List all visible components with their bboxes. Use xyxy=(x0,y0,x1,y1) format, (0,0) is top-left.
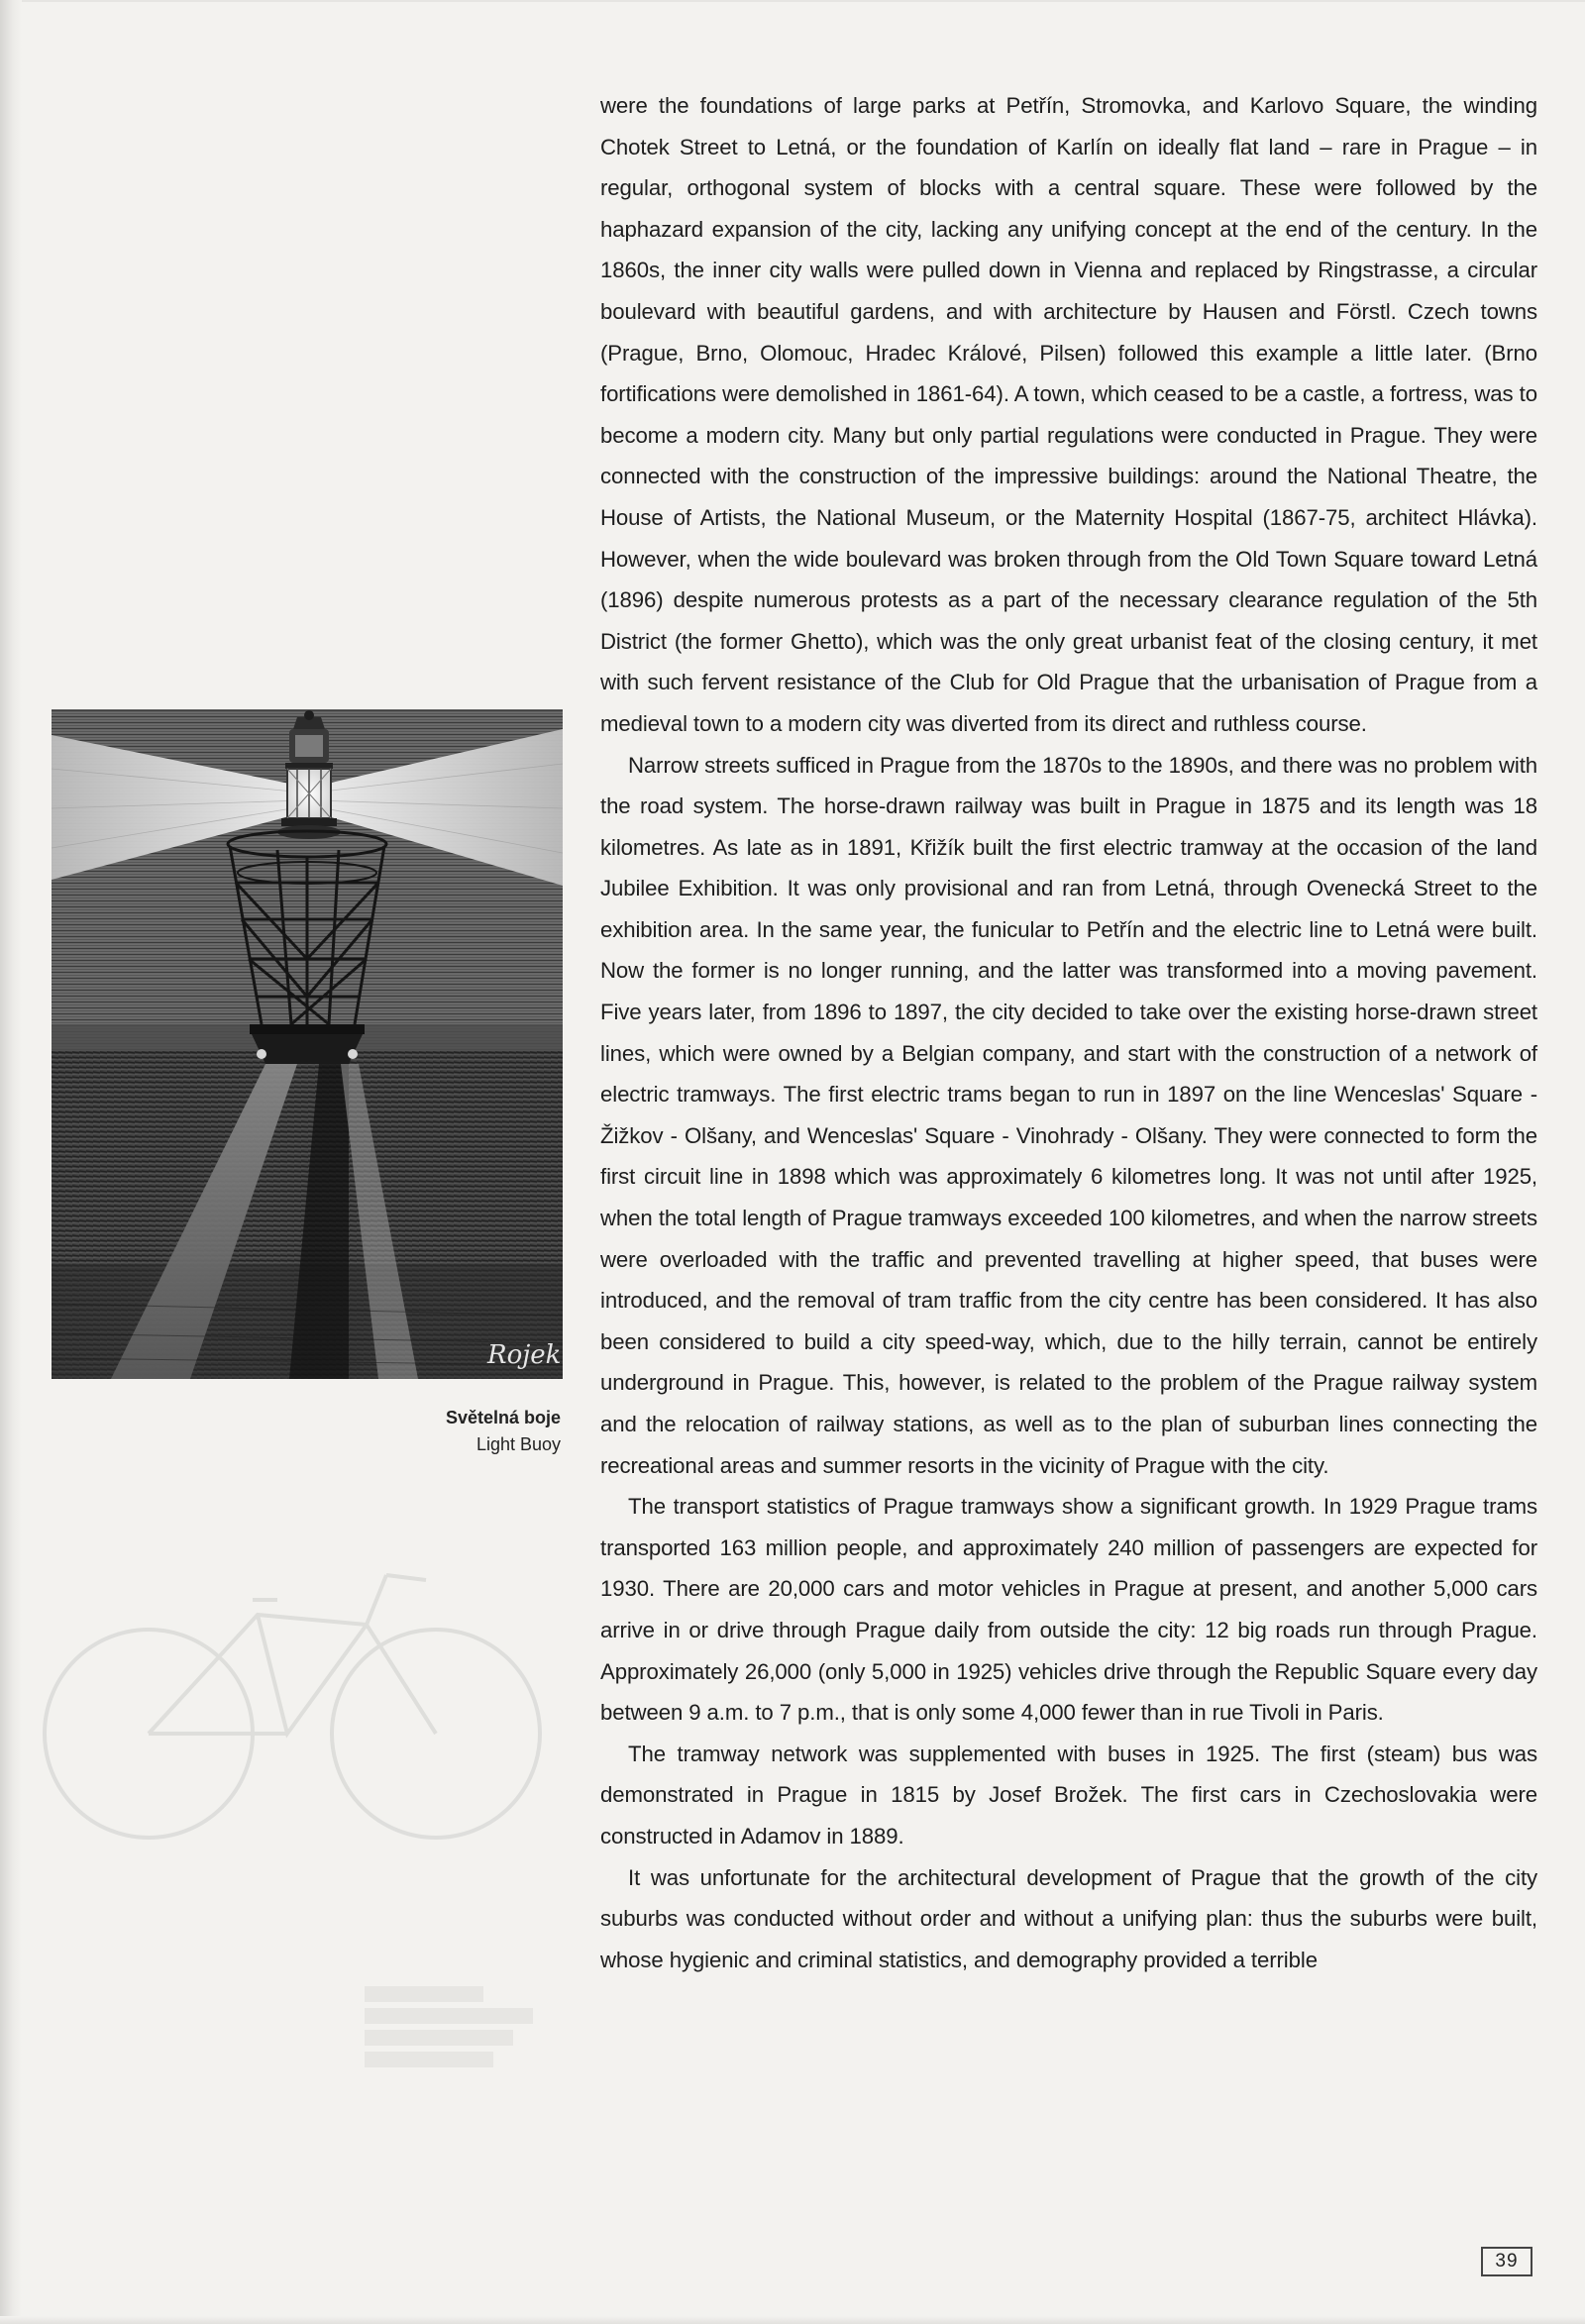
paragraph-transport-statistics: The transport statistics of Prague tramways show a significant growth. In 1929 Prague trams transported 163 million people, and approximately 240 million of passengers are expected for 1930. There are 20,000 cars and motor vehicles in Prague at present, and another 5,000 cars arrive in or drive through Prague daily from outside the city: 12 big roads run through Prague. Approximately 26,000 (only 5,000 in 1925) vehicles drive through the Republic Square every day between 9 a.m. to 7 p.m., that is only some 4,000 fewer than in rue Tivoli in Paris. xyxy=(600,1494,1537,1726)
page-number: 39 xyxy=(1481,2247,1532,2276)
page-top-edge xyxy=(0,0,1585,2)
page-bottom-edge xyxy=(0,2316,1585,2324)
caption-english: Light Buoy xyxy=(476,1434,561,1454)
paragraph-foundations: were the foundations of large parks at Petřín, Stromovka, and Karlovo Square, the winding Chotek Street to Letná, or the foundation of Karlín on ideally flat land – rare in Prague – in regular, orthogonal system of blocks with a central square. These were followed by the haphazard expansion of the city, lacking any unifying concept at the end of the century. In the 1860s, the inner city walls were pulled down in Vienna and replaced by Ringstrasse, a circular boulevard with beautiful gardens, and with architecture by Hausen and Förstl. Czech towns (Prague, Brno, Olomouc, Hradec Králové, Pilsen) followed this example a little later. (Brno fortifications were demolished in 1861-64). A town, which ceased to be a castle, a fortress, was to become a modern city. Many but only partial regulations were conducted in Prague. They were connected with the construction of the impressive buildings: around the National Theatre, the House of Artists, the National Museum, or the Maternity Hospital (1867-75, architect Hlávka). However, when the wide boulevard was broken through from the Old Town Square toward Letná (1896) despite numerous protests as a part of the necessary clearance regulation of the 5th District (the former Ghetto), which was the only great urbanist feat of the closing century, it met with such fervent resistance of the Club for Old Prague that the urbanisation of Prague from a medieval town to a modern city was diverted from its direct and ruthless course. xyxy=(600,93,1537,736)
page-gutter-shadow xyxy=(0,0,22,2324)
show-through-caption-placeholder xyxy=(365,1986,553,2067)
caption-czech: Světelná boje xyxy=(445,1408,561,1427)
paragraph-buses: The tramway network was supplemented with buses in 1925. The first (steam) bus was demonstrated in Prague in 1815 by Josef Brožek. The first cars in Czechoslovakia were constructed in Adamov in 1889. xyxy=(600,1741,1537,1849)
buoy-hull xyxy=(250,1024,365,1064)
paragraph-suburbs: It was unfortunate for the architectural development of Prague that the growth of the city suburbs was conducted without order and without a unifying plan: thus the suburbs were built, whose hygienic and criminal statistics, and demography provided a terrible xyxy=(600,1864,1537,1972)
paragraph-narrow-streets: Narrow streets sufficed in Prague from the 1870s to the 1890s, and there was no problem with the road system. The horse-drawn railway was built in Prague in 1875 and its length was 18 kilometres. As late as in 1891, Křižík built the first electric tramway at the occasion of the land Jubilee Exhibition. It was only provisional and ran from Letná, through Ovenecká Street to the exhibition area. In the same year, the funicular to Petřín and the electric line to Letná were built. Now the former is no longer running, and the latter was transformed into a moving pavement. Five years later, from 1896 to 1897, the city decided to take over the existing horse-drawn street lines, which were owned by a Belgian company, and start with the construction of a network of electric tramways. The first electric trams began to run in 1897 on the line Wenceslas' Square - Žižkov - Olšany, and Wenceslas' Square - Vinohrady - Olšany. They were connected to form the first circuit line in 1898 which was approximately 6 kilometres long. It was not until after 1925, when the total length of Prague tramways exceeded 100 kilometres, and when the narrow streets were overloaded with the traffic and prevented travelling at higher speed, that buses were introduced, and the removal of tram traffic from the city centre has been considered. It has also been considered to build a city speed-way, which, due to the hilly terrain, cannot be entirely underground in Prague. This, however, is related to the problem of the Prague railway system and the relocation of railway stations, as well as to the plan of suburban lines connecting the recreational areas and summer resorts in the vicinity of Prague with the city. xyxy=(600,752,1537,1478)
light-buoy-illustration xyxy=(52,709,563,1379)
artist-signature: Rojek xyxy=(487,1340,562,1370)
figure-caption xyxy=(376,1405,561,1458)
bicycle-show-through xyxy=(40,1506,555,1882)
body-text xyxy=(600,85,1537,1980)
